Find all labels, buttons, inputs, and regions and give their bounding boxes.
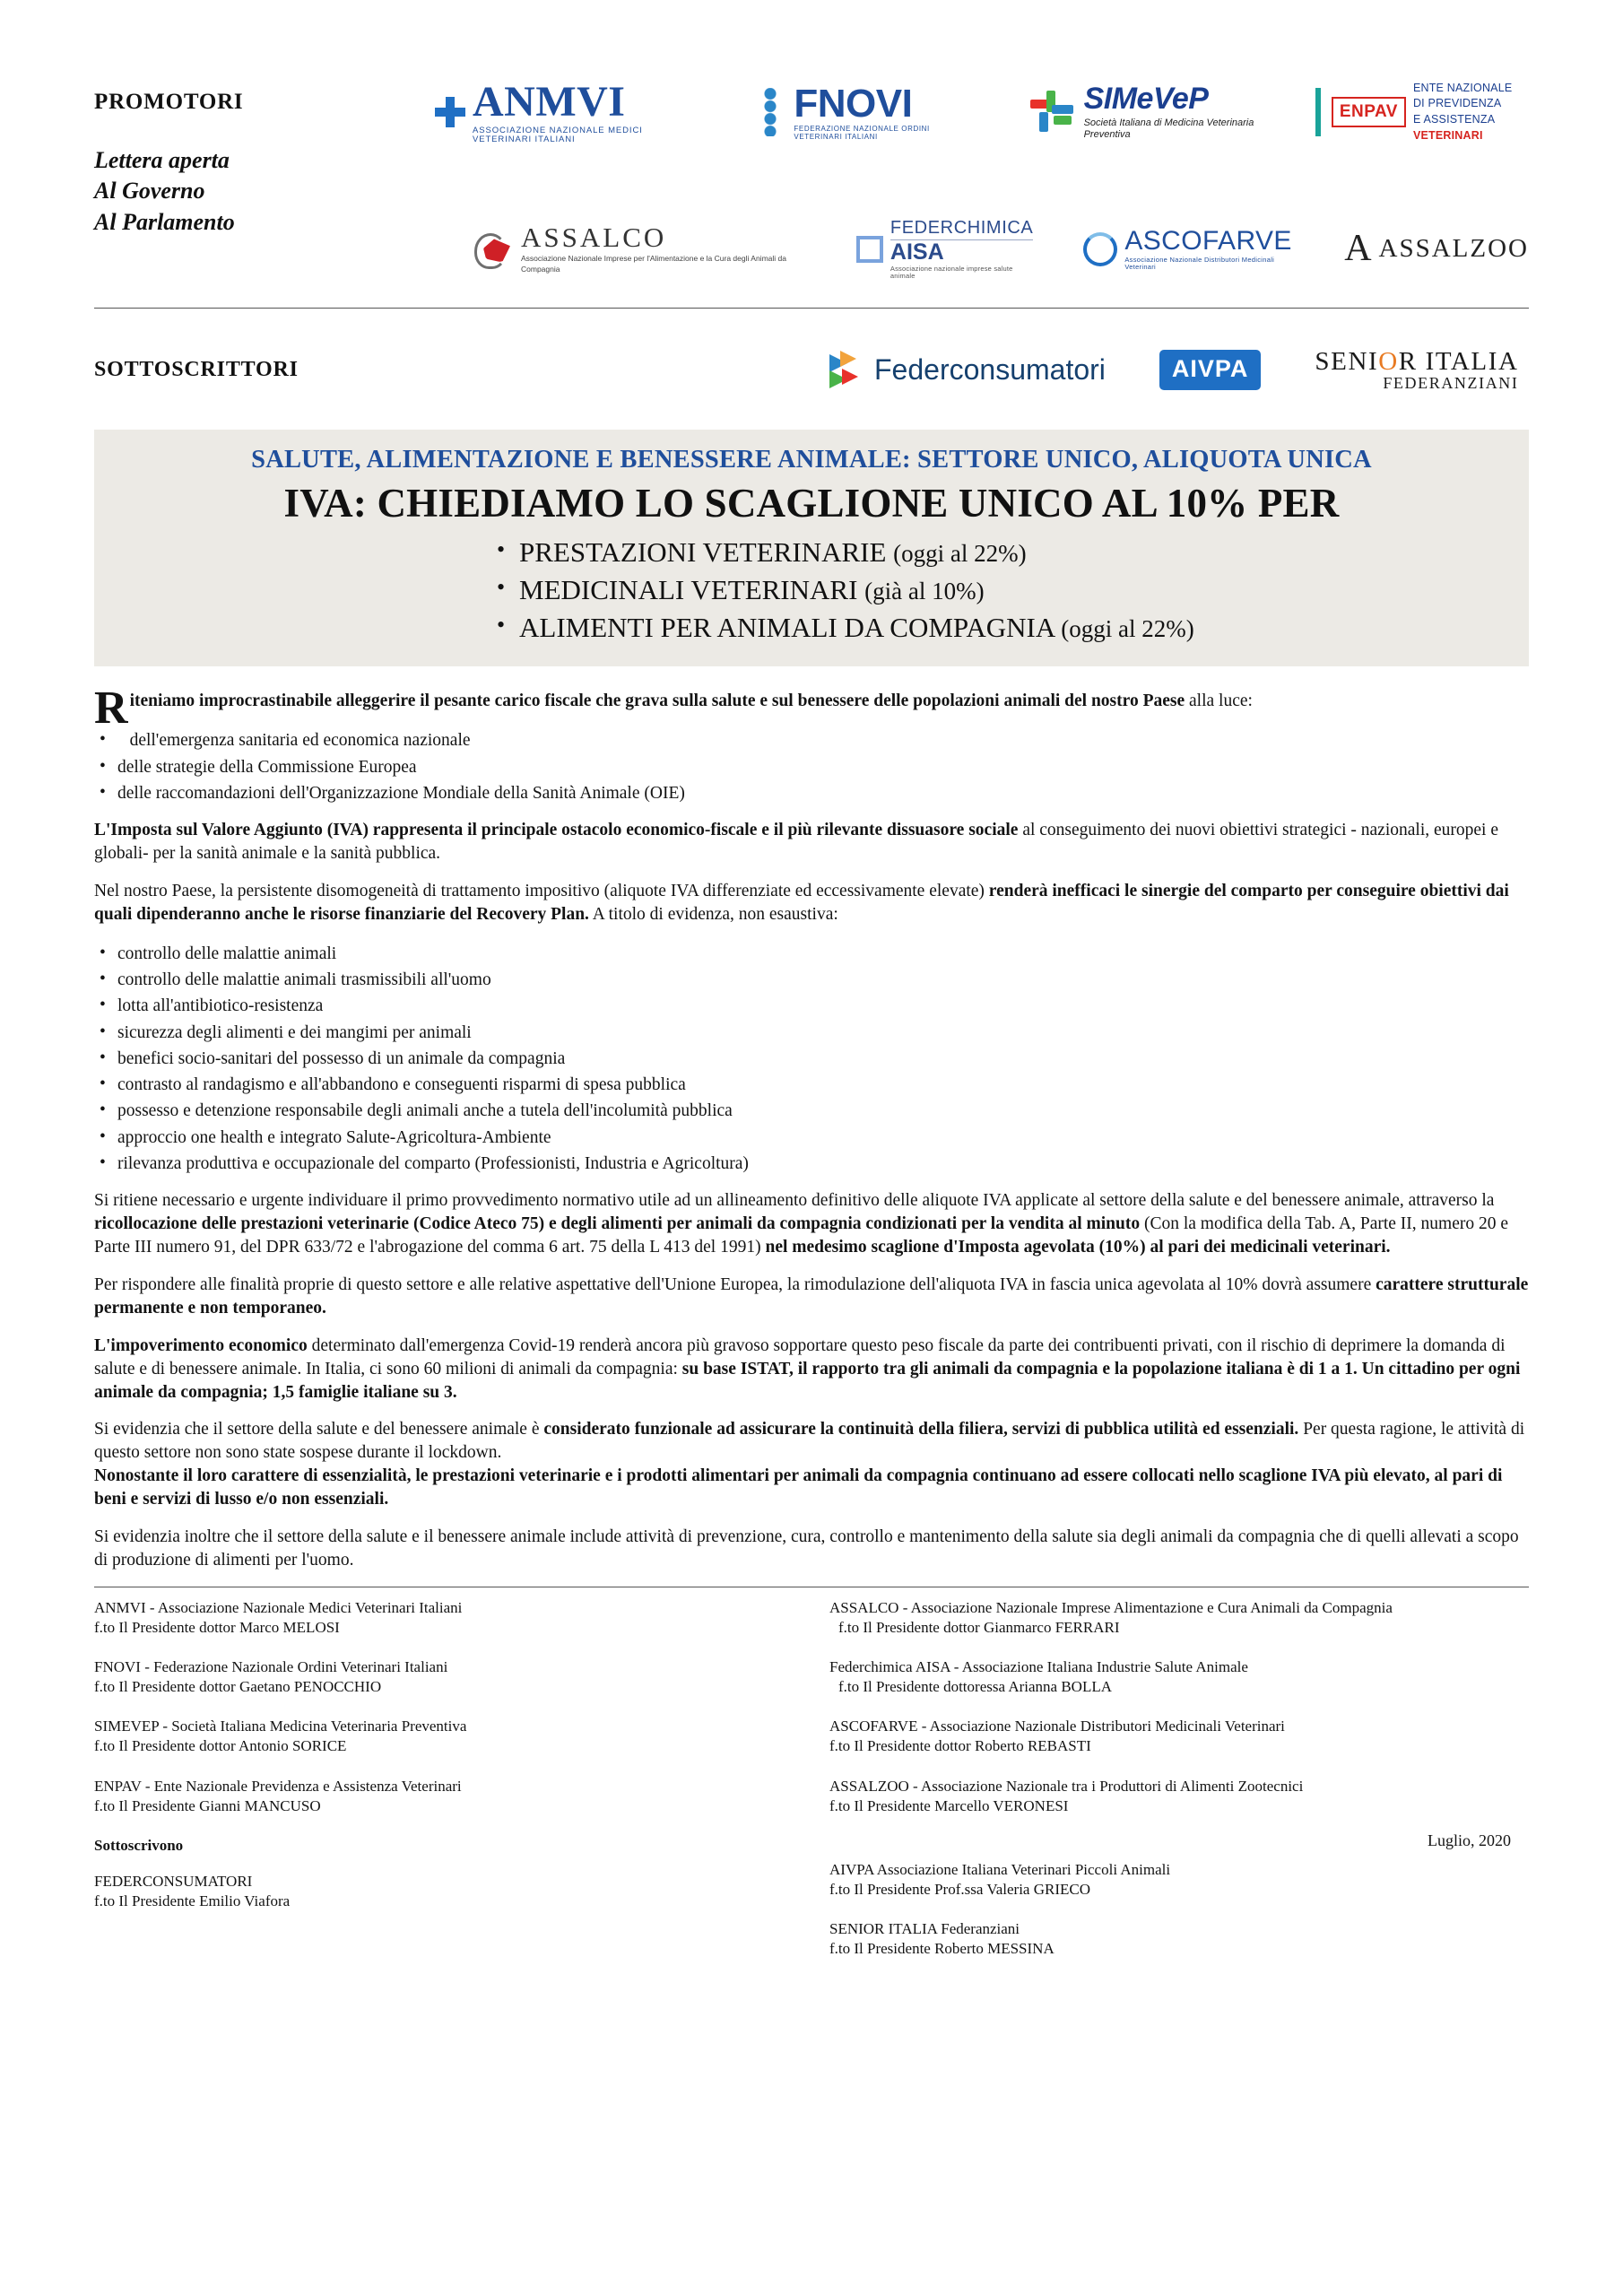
enpav-bar-icon (1315, 88, 1321, 136)
signature-signer: f.to Il Presidente Emilio Viafora (94, 1892, 291, 1909)
logo-assalco (471, 223, 806, 274)
headline-item (116, 609, 1507, 647)
sottoscrivono-title: Sottoscrivono (94, 1836, 184, 1854)
logo-anmvi-name: ANMVI (473, 77, 626, 126)
headline-item-label: ALIMENTI PER ANIMALI DA COMPAGNIA (519, 612, 1055, 644)
headline-item-note: (oggi al 22%) (893, 540, 1027, 567)
list-item: • approccio one health e integrato Salute-Agricoltura-Ambiente (94, 1125, 1529, 1151)
logo-enpav (1315, 81, 1529, 144)
paragraph-proposal-d: nel medesimo scaglione d'Imposta agevolata (10%) al pari dei medicinali veterinari. (765, 1237, 1391, 1257)
signature-block (94, 1598, 794, 1638)
list-item: • benefici socio-sanitari del possesso di un animale da compagnia (94, 1046, 1529, 1072)
lettera-aperta-block (94, 145, 390, 238)
signature-signer: f.to Il Presidente dottoressa Arianna BOLLA (838, 1678, 1112, 1696)
header-divider (94, 308, 1529, 309)
paragraph-recovery-b: renderà inefficaci le sinergie del comparto per conseguire obiettivi dai quali dipenderanno anche le risorse finanziarie del Recovery Plan. (94, 881, 1509, 924)
logo-assalzoo (1344, 227, 1529, 269)
signature-signer: f.to Il Presidente Gianni MANCUSO (94, 1796, 321, 1814)
spine-dots-icon (754, 88, 786, 136)
list-item: • contrasto al randagismo e all'abbandono e conseguenti risparmi di spesa pubblica (94, 1072, 1529, 1098)
signature-org: ASSALZOO - Associazione Nazionale tra i Produttori di Alimenti Zootecnici (829, 1777, 1304, 1795)
list-item: • possesso e detenzione responsabile degli animali anche a tutela dell'incolumità pubblica (94, 1098, 1529, 1124)
signature-org: Federchimica AISA - Associazione Italiana Industrie Salute Animale (829, 1658, 1248, 1676)
cross-blocks-icon (1030, 91, 1077, 134)
paragraph-essential (94, 1418, 1529, 1511)
signature-signer: f.to Il Presidente Prof.ssa Valeria GRIECO (829, 1881, 1090, 1899)
signature-signer: f.to Il Presidente Roberto MESSINA (829, 1940, 1055, 1958)
logo-federchimica-aisa (856, 219, 1033, 280)
logo-senior-italia-subtitle: FEDERANZIANI (1383, 374, 1519, 393)
arrows-icon (829, 351, 867, 388)
assalzoo-a-icon: A (1344, 227, 1372, 269)
signature-signer: f.to Il Presidente dottor Marco MELOSI (94, 1619, 340, 1637)
signature-block (829, 1919, 1511, 1959)
signatures-right-column (812, 1598, 1529, 1979)
document-header (94, 63, 1529, 323)
document-date: Luglio, 2020 (1428, 1831, 1511, 1849)
logo-aivpa-name: AIVPA (1171, 354, 1249, 382)
signature-block (829, 1777, 1511, 1816)
header-left-block (94, 90, 390, 238)
logo-aisa-name: AISA (890, 239, 944, 265)
signature-block (94, 1657, 794, 1697)
paragraph-poverty-b: determinato dall'emergenza Covid-19 renderà ancora più gravoso sopportare questo peso fiscale da parte dei contribuenti privati, con il rischio di deprimere la domanda di salute e di benessere animale. In Italia, ci sono 60 milioni di animali da compagnia: (94, 1335, 1506, 1378)
logo-ascofarve-subtitle: Associazione Nazionale Distributori Medicinali Veterinari (1124, 256, 1275, 272)
headline-kicker: SALUTE, ALIMENTAZIONE E BENESSERE ANIMALE: SETTORE UNICO, ALIQUOTA UNICA (251, 446, 1372, 474)
paragraph-recovery-c: A titolo di evidenza, non esaustiva: (588, 904, 838, 924)
list-item: • delle strategie della Commissione Europea (94, 754, 1529, 780)
list-item: • lotta all'antibiotico-resistenza (94, 993, 1529, 1019)
ring-icon (1083, 232, 1117, 266)
logo-enpav-name: ENPAV (1332, 97, 1406, 127)
paragraph-recovery (94, 880, 1529, 926)
federchimica-square-icon (856, 236, 883, 263)
document-body (94, 683, 1529, 1572)
paragraph-poverty-a: L'impoverimento economico (94, 1335, 308, 1355)
list-item: • dell'emergenza sanitaria ed economica nazionale (94, 727, 1529, 753)
paragraph-proposal-b: ricollocazione delle prestazioni veterinarie (Codice Ateco 75) e degli alimenti per animali da compagnia condizionati per la vendita al minuto (94, 1214, 1141, 1233)
logo-assalco-name: ASSALCO (521, 221, 667, 253)
logo-assalzoo-name: ASSALZOO (1378, 233, 1529, 263)
list-item: • delle raccomandazioni dell'Organizzazione Mondiale della Sanità Animale (OIE) (94, 780, 1529, 806)
paragraph-recovery-a: Nel nostro Paese, la persistente disomogeneità di trattamento impositivo (aliquote IVA differenziate ed eccessivamente elevate) (94, 881, 989, 900)
paragraph-poverty (94, 1335, 1529, 1405)
signature-org: FNOVI - Federazione Nazionale Ordini Veterinari Italiani (94, 1658, 448, 1676)
paragraph-proposal-a: Si ritiene necessario e urgente individuare il primo provvedimento normativo utile ad un allineamento definitivo delle aliquote IVA applicate al settore della salute e del benessere animale, attraverso la (94, 1191, 1495, 1211)
signature-org: ASCOFARVE - Associazione Nazionale Distributori Medicinali Veterinari (829, 1718, 1285, 1735)
paragraph-essential-b: considerato funzionale ad assicurare la continuità della filiera, servizi di pubblica utilità ed essenziali. (543, 1420, 1299, 1439)
signature-signer: f.to Il Presidente dottor Roberto REBASTI (829, 1737, 1091, 1755)
paragraph-proposal-c: (Con la modifica della Tab. A, Parte II, numero 20 e Parte III numero 91, del DPR 633/72 e l'abrogazione del comma 6 art. 75 della L 413 del 1991) (94, 1214, 1509, 1257)
paragraph-iva-rest: al conseguimento dei nuovi obiettivi strategici - nazionali, europei e globali- per la sanità animale e la sanità pubblica. (94, 821, 1498, 864)
logo-aisa-subtitle: Associazione nazionale imprese salute animale (890, 264, 1013, 280)
promotori-label: PROMOTORI (94, 90, 244, 114)
signature-org: AIVPA Associazione Italiana Veterinari Piccoli Animali (829, 1861, 1171, 1879)
logo-federconsumatori (829, 351, 1106, 388)
headline-item-label: PRESTAZIONI VETERINARIE (519, 536, 887, 568)
signature-org: ENPAV - Ente Nazionale Previdenza e Assistenza Veterinari (94, 1777, 462, 1795)
signatures-left-column (94, 1598, 812, 1979)
signature-signer: f.to Il Presidente dottor Antonio SORICE (94, 1737, 347, 1755)
paragraph-proposal (94, 1189, 1529, 1259)
list-item: • sicurezza degli alimenti e dei mangimi per animali (94, 1020, 1529, 1046)
logo-fnovi (754, 83, 976, 141)
headline-item (116, 534, 1507, 571)
lettera-line-3: Al Parlamento (94, 208, 235, 235)
paragraph-structural-a: Per rispondere alle finalità proprie di questo settore e alle relative aspettative dell'Unione Europea, la rimodulazione dell'aliquota IVA in fascia unica agevolata al 10% dovrà assumere (94, 1274, 1376, 1294)
paragraph-essential-d: Nonostante il loro carattere di essenzialità, le prestazioni veterinarie e i prodotti alimentari per animali da compagnia continuano ad essere collocati nello scaglione IVA più elevato, al pari di beni e servizi di lusso e/o non essenziali. (94, 1466, 1503, 1509)
signature-org: ASSALCO - Associazione Nazionale Imprese Alimentazione e Cura Animali da Compagnia (829, 1598, 1393, 1616)
logo-anmvi-subtitle: ASSOCIAZIONE NAZIONALE MEDICI VETERINARI ITALIANI (473, 126, 643, 145)
drop-cap: R (94, 683, 128, 735)
logo-federconsumatori-name: Federconsumatori (874, 352, 1106, 386)
paragraph-iva (94, 819, 1529, 865)
dog-cat-icon (471, 228, 514, 269)
signature-block (94, 1872, 794, 1911)
logo-senior-italia-name: SENIOR ITALIA (1315, 346, 1519, 376)
paragraph-intro-bold: iteniamo improcrastinabile alleggerire il pesante carico fiscale che grava sulla salute e sul benessere delle popolazioni animali del nostro Paese (129, 691, 1185, 711)
signature-org: SIMEVEP - Società Italiana Medicina Veterinaria Preventiva (94, 1718, 467, 1735)
logo-ascofarve (1083, 227, 1294, 271)
signature-signer: f.to Il Presidente dottor Gaetano PENOCCHIO (94, 1678, 382, 1696)
paragraph-scope: Si evidenzia inoltre che il settore della salute e il benessere animale include attività di prevenzione, cura, controllo e mantenimento della salute sia degli animali da compagnia che di quelli allevati a scopo di produzione di alimenti per l'uomo. (94, 1527, 1519, 1570)
headline-items (116, 534, 1507, 647)
paragraph-iva-bold: L'Imposta sul Valore Aggiunto (IVA) rappresenta il principale ostacolo economico-fiscale e il più rilevante dissuasore sociale (94, 821, 1019, 840)
logo-ascofarve-name: ASCOFARVE (1124, 225, 1292, 256)
paragraph-poverty-c: su base ISTAT, il rapporto tra gli animali da compagnia e la popolazione italiana è di 1 a 1. Un cittadino per ogni animale da compagnia; 1,5 famiglie italiane su 3. (94, 1359, 1521, 1402)
paragraph-essential-a: Si evidenzia che il settore della salute e del benessere animale è (94, 1420, 544, 1439)
signature-org: ANMVI - Associazione Nazionale Medici Veterinari Italiani (94, 1598, 463, 1616)
list-item: • controllo delle malattie animali trasmissibili all'uomo (94, 967, 1529, 993)
logo-simevep (1030, 83, 1262, 141)
paragraph-structural-b: carattere strutturale permanente e non temporaneo. (94, 1274, 1529, 1318)
signature-block (94, 1777, 794, 1816)
logo-assalco-subtitle: Associazione Nazionale Imprese per l'Alimentazione e la Cura degli Animali da Compagnia (521, 254, 786, 274)
logo-senior-italia (1315, 348, 1518, 392)
signature-block (94, 1717, 794, 1756)
signature-signer: f.to Il Presidente dottor Gianmarco FERRARI (838, 1619, 1120, 1637)
signature-block (829, 1598, 1511, 1638)
logo-enpav-subtitle: ENTE NAZIONALE DI PREVIDENZA E ASSISTENZA VETERINARI (1412, 81, 1513, 142)
signature-signer: f.to Il Presidente Marcello VERONESI (829, 1796, 1069, 1814)
signature-org: SENIOR ITALIA Federanziani (829, 1920, 1020, 1938)
logo-federchimica-name: FEDERCHIMICA (890, 217, 1034, 238)
signature-block (829, 1717, 1511, 1756)
list-reasons (94, 727, 1529, 806)
paragraph-essential-c: Per questa ragione, le attività di questo settore non sono state sospese durante il lockdown. (94, 1420, 1525, 1463)
list-item: • controllo delle malattie animali (94, 941, 1529, 967)
signature-org: FEDERCONSUMATORI (94, 1872, 253, 1890)
headline-item (116, 571, 1507, 609)
headline-item-note: (oggi al 22%) (1061, 615, 1194, 643)
headline-item-note: (già al 10%) (864, 578, 985, 605)
signature-block (829, 1860, 1511, 1900)
paragraph-structural (94, 1274, 1529, 1320)
signatures-section (94, 1598, 1529, 1979)
list-evidence (94, 941, 1529, 1177)
logo-anmvi (435, 77, 700, 145)
paragraph-intro-tail: alla luce: (1185, 691, 1253, 711)
headline-title: IVA: CHIEDIAMO LO SCAGLIONE UNICO AL 10% PER (283, 481, 1340, 526)
signature-block (829, 1657, 1511, 1697)
logo-aivpa (1159, 350, 1262, 390)
logo-fnovi-subtitle: FEDERAZIONE NAZIONALE ORDINI VETERINARI ITALIANI (794, 125, 930, 141)
subscriber-logos (829, 348, 1519, 392)
headline-banner (94, 430, 1529, 666)
list-item: • rilevanza produttiva e occupazionale del comparto (Professionisti, Industria e Agricoltura) (94, 1151, 1529, 1177)
lettera-line-1: Lettera aperta (94, 147, 230, 173)
headline-item-label: MEDICINALI VETERINARI (519, 574, 858, 606)
logo-fnovi-name: FNOVI (794, 82, 913, 126)
medical-cross-icon (435, 97, 465, 127)
logo-simevep-subtitle: Società Italiana di Medicina Veterinaria Preventiva (1083, 117, 1254, 140)
lettera-line-2: Al Governo (94, 178, 205, 204)
paragraph-intro (94, 683, 1529, 735)
sottoscrittori-label: SOTTOSCRITTORI (94, 358, 299, 381)
logo-simevep-name: SIMeVeP (1083, 81, 1209, 116)
subscribers-row (94, 323, 1529, 417)
